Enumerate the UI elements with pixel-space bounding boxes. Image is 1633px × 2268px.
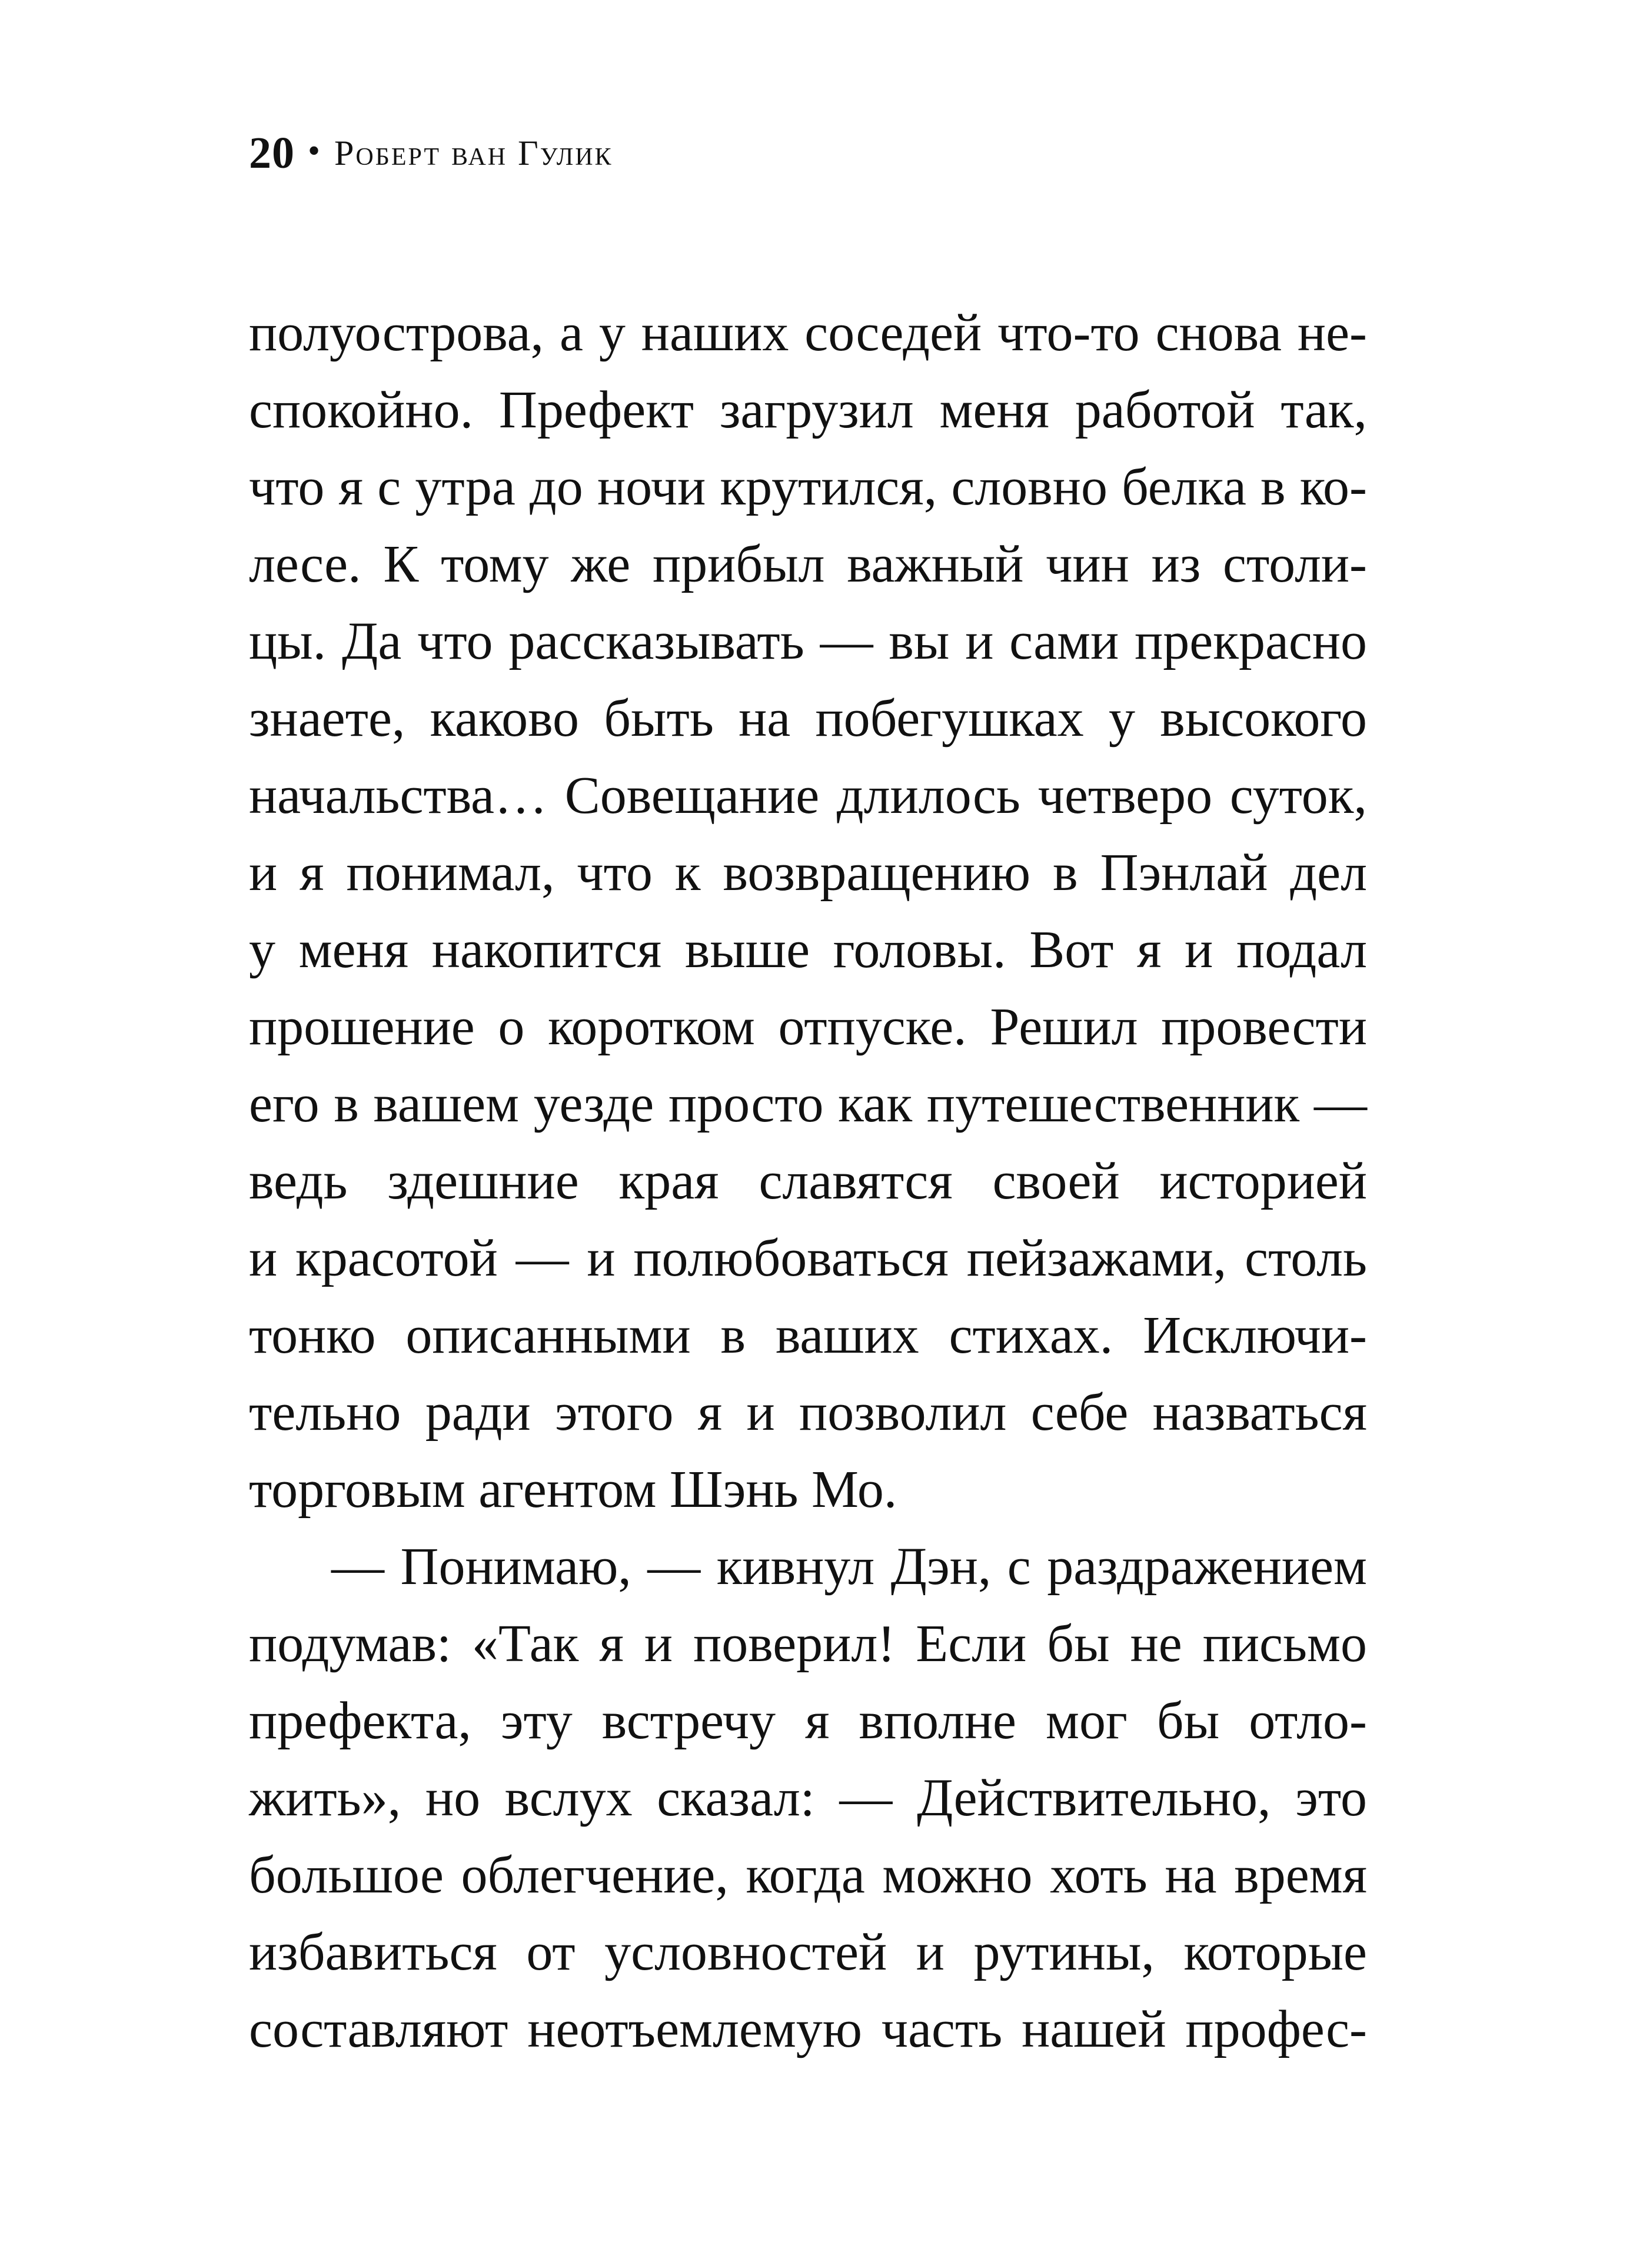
text-line: прошение о коротком отпуске. Решил провести (249, 998, 1367, 1056)
text-line: большое облегчение, когда можно хоть на время (249, 1846, 1367, 1904)
text-line: знаете, каково быть на побегушках у высокого (249, 689, 1367, 748)
text-line: составляют неотъемлемую часть нашей профес- (249, 2000, 1367, 2058)
text-line: жить», но вслух сказал: — Действительно, это (249, 1769, 1367, 1827)
text-line: и я понимал, что к возвращению в Пэнлай дел (249, 844, 1367, 902)
text-line: у меня накопится выше головы. Вот я и подал (249, 921, 1367, 979)
running-head-author: Роберт ван Гулик (334, 133, 613, 172)
paragraph-first-line: — Понимаю, — кивнул Дэн, с раздражением (331, 1538, 1367, 1596)
text-line: избавиться от условностей и рутины, которые (249, 1923, 1367, 1981)
text-line: и красотой — и полюбоваться пейзажами, столь (249, 1229, 1367, 1287)
text-line: цы. Да что рассказывать — вы и сами прекрасно (249, 612, 1367, 670)
text-line: спокойно. Префект загрузил меня работой так, (249, 381, 1367, 439)
running-head (249, 121, 613, 185)
text-line: что я с утра до ночи крутился, словно белка в ко- (249, 458, 1367, 516)
page-number: 20 (249, 128, 295, 178)
text-line: лесе. К тому же прибыл важный чин из столи- (249, 535, 1367, 593)
paragraph-end-line: торговым агентом Шэнь Мо. (249, 1460, 897, 1519)
header-separator: • (308, 131, 321, 170)
text-line: подумав: «Так я и поверил! Если бы не письмо (249, 1615, 1367, 1673)
text-line: тельно ради этого я и позволил себе назваться (249, 1383, 1367, 1442)
text-line: префекта, эту встречу я вполне мог бы отло- (249, 1692, 1367, 1750)
text-line: ведь здешние края славятся своей историей (249, 1152, 1367, 1210)
text-line: полуострова, а у наших соседей что-то снова не- (249, 304, 1367, 362)
text-line: начальства… Совещание длилось четверо суток, (249, 766, 1367, 825)
text-line: тонко описанными в ваших стихах. Исключи- (249, 1306, 1367, 1364)
text-line: его в вашем уезде просто как путешественник — (249, 1075, 1367, 1133)
body-text (249, 294, 1367, 2068)
